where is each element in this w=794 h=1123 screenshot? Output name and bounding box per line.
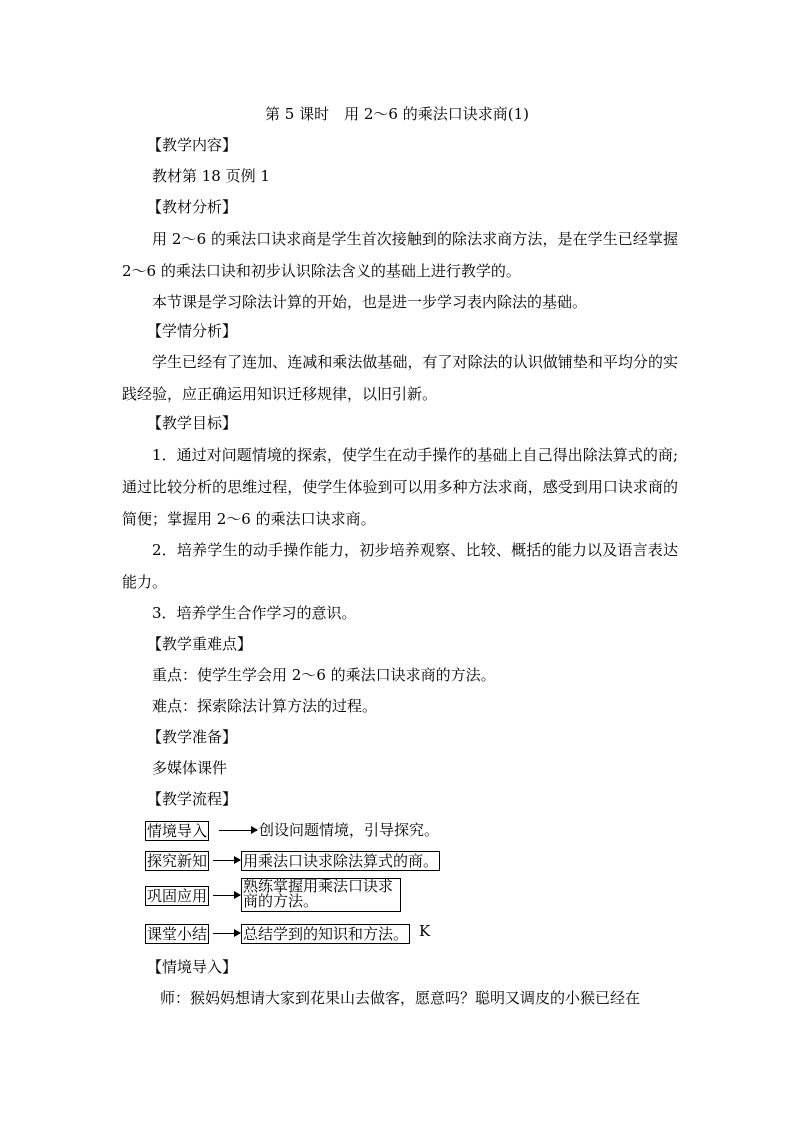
flow-arrow [213, 860, 240, 861]
goal-2: 2．培养学生的动手操作能力，初步培养观察、比较、概括的能力以及语言表达能力。 [122, 541, 678, 591]
flow-arrow [213, 895, 240, 896]
flow-description-box: 用乘法口诀求除法算式的商。 [243, 852, 439, 870]
learner-heading: 【学情分析】 [147, 322, 238, 340]
intro-heading: 【情境导入】 [147, 958, 238, 976]
intro-text: 师：猴妈妈想请大家到花果山去做客，愿意吗？聪明又调皮的小猴已经在 [160, 989, 641, 1007]
flow-arrow [213, 933, 240, 934]
learner-paragraph: 学生已经有了连加、连减和乘法做基础，有了对除法的认识做铺垫和平均分的实践经验，应正确运用知识迁移规律，以旧引新。 [122, 353, 678, 403]
flow-description-line: 熟练掌握用乘法口诀求 [243, 877, 394, 895]
prep-text: 多媒体课件 [152, 759, 228, 777]
flow-description-box [241, 878, 401, 912]
prep-heading: 【教学准备】 [147, 728, 238, 746]
key-heading: 【教学重难点】 [147, 635, 253, 653]
flow-description: 创设问题情境，引导探究。 [259, 821, 440, 839]
flow-mark: K [419, 922, 431, 940]
analysis-heading: 【教材分析】 [147, 198, 238, 216]
flow-stage-box: 巩固应用 [147, 887, 208, 905]
content-heading: 【教学内容】 [147, 136, 238, 154]
goals-heading: 【教学目标】 [147, 414, 238, 432]
lesson-title: 第 5 课时 用 2～6 的乘法口诀求商(1) [265, 105, 529, 123]
goal-1: 1．通过对问题情境的探索，使学生在动手操作的基础上自己得出除法算式的商;通过比较分析的思维过程，使学生体验到可以用多种方法求商，感受到用口诀求商的简便；掌握用 2～6 的乘法口诀求商。 [122, 446, 678, 528]
flow-heading: 【教学流程】 [147, 790, 238, 808]
content-text: 教材第 18 页例 1 [152, 167, 270, 185]
flow-stage-box: 探究新知 [147, 852, 208, 870]
analysis-paragraph-1: 用 2～6 的乘法口诀求商是学生首次接触到的除法求商方法，是在学生已经掌握 2～6 的乘法口诀和初步认识除法含义的基础上进行教学的。 [122, 230, 678, 280]
flow-stage-box: 课堂小结 [147, 925, 208, 943]
flow-description-line: 商的方法。 [243, 892, 319, 910]
flow-stage-box: 情境导入 [147, 822, 208, 840]
key-point: 重点：使学生学会用 2～6 的乘法口诀求商的方法。 [152, 666, 496, 684]
analysis-paragraph-2: 本节课是学习除法计算的开始，也是进一步学习表内除法的基础。 [152, 293, 588, 311]
flow-arrow [219, 830, 257, 831]
difficult-point: 难点：探索除法计算方法的过程。 [152, 697, 378, 715]
goal-3: 3．培养学生合作学习的意识。 [152, 604, 357, 622]
flow-description-box: 总结学到的知识和方法。 [243, 925, 409, 943]
